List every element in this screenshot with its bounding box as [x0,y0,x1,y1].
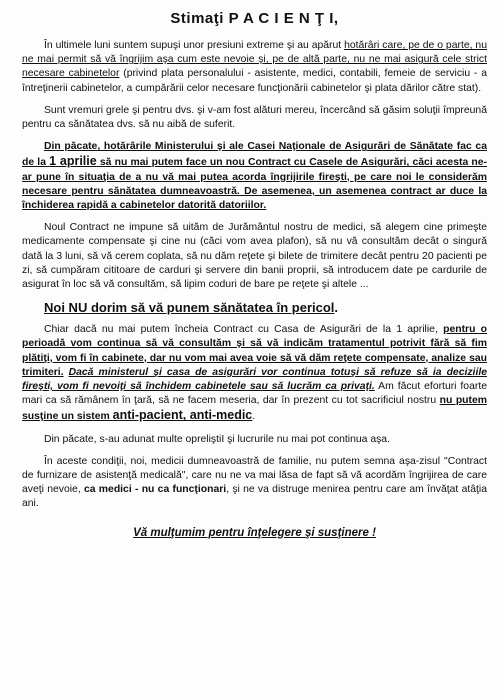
p5-text-e: Am făcut eforturi foarte mari ca să rămânem în ţară, să ne facem meseria, dar în prezent cu tot sacrificiul nostru [22,381,487,407]
paragraph-2: Sunt vremuri grele şi pentru dvs. şi v-am fost alături mereu, încercând să găsim soluţii împreună pentru ca sănătatea dvs. să nu aibă de suferit. [22,104,487,131]
p5-text-f: nu putem susţine un sistem [22,395,487,423]
paragraph-3 [22,140,487,213]
p7-text-b: ca medici - nu ca funcţionari [83,484,227,496]
p7-text-a: În aceste condiţii, noi, medicii dumneavoastră de familie, nu putem semna aşa-zisul "Contract de furnizare de asistenţă medicală", care nu ne va mai lăsa de fapt să vă acordăm îngrijirea de care aveţi nevoie, [22,455,487,496]
p3-text-c: să nu mai putem face un nou Contract cu Casele de Asigurări, căci acesta ne-ar pune în situaţia de a nu vă mai putea acorda îngrijirile fireşti, pe care noi le considerăm necesare pentru sănătatea dumneavoastră. [22,157,487,197]
p5-anti-text: anti-pacient, anti-medic [112,408,253,423]
p3-text-e: De asemenea, un asemenea contract ar duce la închiderea rapidă a cabinetelor datorită datoriilor. [22,185,487,212]
heading-dot: . [334,300,339,316]
p5-text-d: Dacă ministerul şi casa de asigurări vor continua totuşi să refuze să ia deciziile fireşti, vom fi nevoiţi să închidem cabinetele sau să lucrăm ca privaţi. [22,366,488,393]
closing-line: Vă mulţumim pentru înţelegere şi susţinere ! [133,526,376,539]
p1-text-b: hotărâri care, pe de o parte, nu ne mai permit să vă îngrijim aşa cum este nevoie şi, pe de altă parte, nu ne mai asigură cele strict necesare cabinetelor [22,40,487,80]
section-heading [44,300,487,315]
p3-date: 1 aprilie [49,154,97,169]
p7-text-c: , şi ne va distruge menirea pentru care am învăţat atâţia ani. [22,484,487,510]
p1-text-c: (privind plata personalului - asistente, medici, contabili, femeie de serviciu - a întreţinerii cabinetelor, a cumpărării celor necesare funcţionării cabinetelor şi plata dărilor către stat). [22,68,487,94]
p3-text-a: Din păcate, hotărârile Ministerului şi ale Casei Naţionale de Asigurări de Sănătate fac ca de la [22,141,487,169]
p5-text-b: pentru o perioadă vom continua să vă consultăm şi să vă indicăm tratamentul potrivit fără să fim plătiţi, vom fi în cabinete, dar nu vom mai avea voie să vă dăm reţete compensate, analize sau trimiteri. [22,324,487,378]
p5-end: . [252,411,256,423]
heading-text: Noi NU dorim să vă punem sănătatea în pericol [44,300,335,316]
p1-text-a: În ultimele luni suntem supuşi unor presiuni extreme şi au apărut [44,40,345,51]
paragraph-4: Noul Contract ne impune să uităm de Jurământul nostru de medici, să alegem cine primeşte medicamente compensate şi cine nu (căci vom avea plafon), să nu vă consultăm decât o singură dată la 3 luni, să vă cerem coplata, să nu dăm reţete şi bilete de trimitere decât pentru 20 pacienti pe zi, să cumpăram cititoare de carduri şi servere din banii proprii, să introducem date pe cardurile de asigurat în loc să vă consultăm, să lipim coduri de bare pe reţete şi altele ... [22,222,487,291]
paragraph-6: Din păcate, s-au adunat multe opreliştiI şi lucrurile nu mai pot continua aşa. [44,433,390,445]
p5-text-a: Chiar dacă nu mai putem încheia Contract cu Casa de Asigurări de la 1 aprilie, [44,324,444,336]
paragraph-7 [22,455,487,512]
letter-title: Stimaţi P A C I E N Ţ I, [170,10,339,27]
paragraph-5 [22,323,487,424]
paragraph-1 [22,39,487,96]
